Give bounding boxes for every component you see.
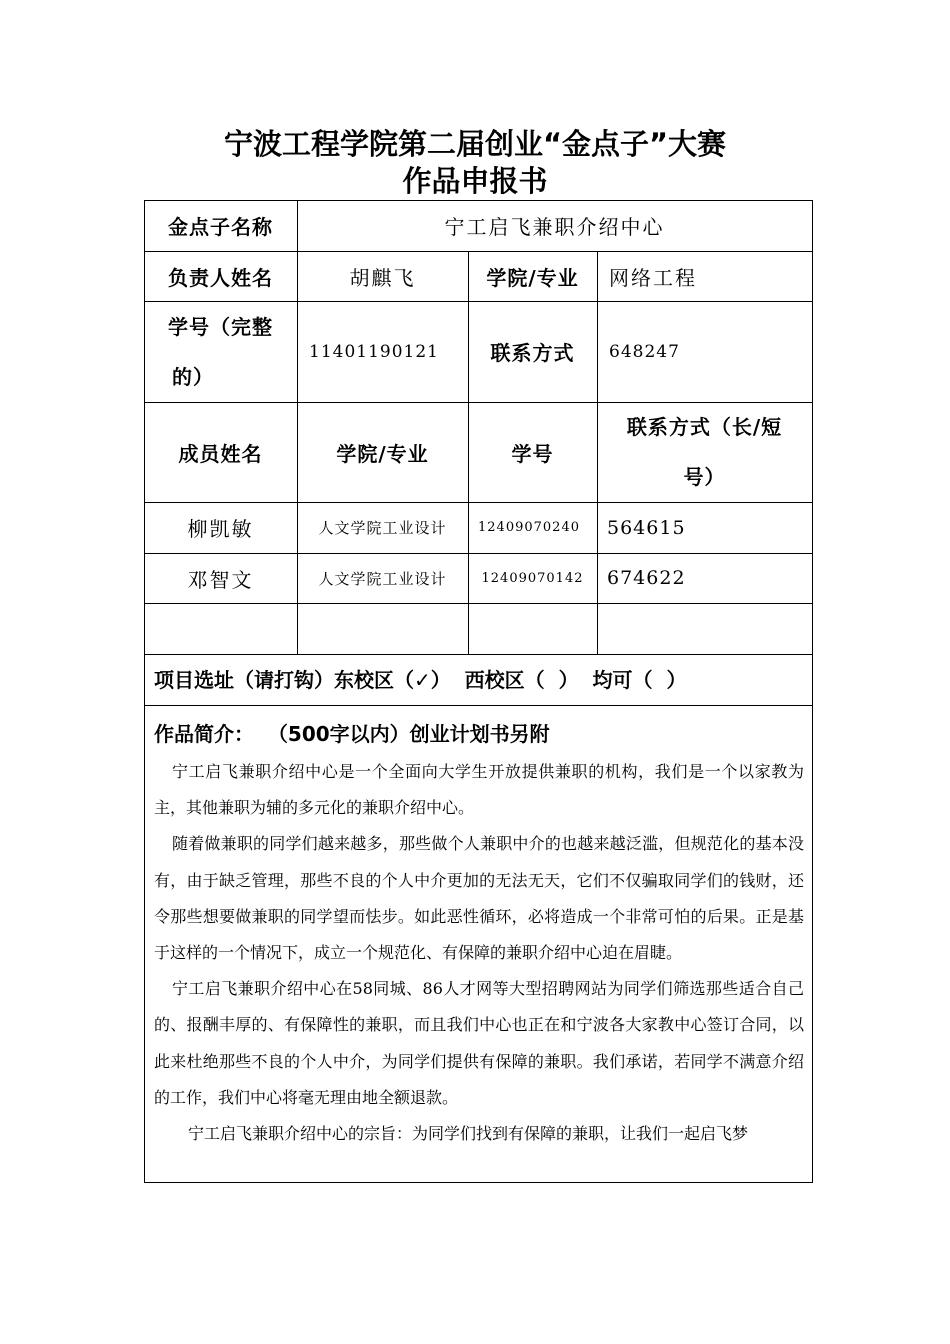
table-divider <box>144 654 813 655</box>
intro-paragraph: 宁工启飞兼职介绍中心是一个全面向大学生开放提供兼职的机构，我们是一个以家教为主，其他兼职为辅的多元化的兼职介绍中心。 <box>154 762 804 818</box>
intro-paragraph: 宁工启飞兼职介绍中心在58同城、86人才网等大型招聘网站为同学们筛选那些适合自己的、报酬丰厚的、有保障性的兼职，而且我们中心也正在和宁波各大家教中心签订合同，以此来杜绝那些不良的个人中介，为同学们提供有保障的兼职。我们承诺，若同学不满意介绍的工作，我们中心将毫无理由地全额退款。 <box>154 979 804 1107</box>
member-contact-header-line2: 号） <box>683 465 726 489</box>
intro-body <box>154 754 804 1152</box>
intro-paragraph: 宁工启飞兼职介绍中心的宗旨：为同学们找到有保障的兼职，让我们一起启飞梦 <box>188 1124 749 1144</box>
contact-value: 648247 <box>609 341 680 362</box>
leader-name-value: 胡麒飞 <box>349 265 416 290</box>
student-id-label-line1: 学号（完整 <box>168 314 273 339</box>
leader-name-label: 负责人姓名 <box>168 265 273 290</box>
table-border-bottom <box>144 1182 813 1183</box>
member-contact: 674622 <box>607 567 686 589</box>
table-divider <box>144 705 813 706</box>
project-name-value: 宁工启飞兼职介绍中心 <box>444 215 665 239</box>
student-id-value: 11401190121 <box>309 341 439 362</box>
member-contact: 564615 <box>607 516 686 539</box>
member-college: 人文学院工业设计 <box>318 519 447 537</box>
member-name: 柳凯敏 <box>187 517 254 541</box>
member-college <box>297 603 468 654</box>
member-name: 邓智文 <box>187 567 254 592</box>
member-id <box>468 603 597 654</box>
project-location-line: 项目选址（请打钩）东校区（✓） 西校区（ ） 均可（ ） <box>154 668 687 692</box>
member-contact <box>597 603 812 654</box>
leader-college-label: 学院/专业 <box>486 265 579 290</box>
member-contact-header-line1: 联系方式（长/短 <box>626 415 783 439</box>
student-id-label-line2: 的） <box>172 364 214 389</box>
member-name <box>144 603 297 654</box>
intro-paragraph: 随着做兼职的同学们越来越多，那些做个人兼职中介的也越来越泛滥，但规范化的基本没有，由于缺乏管理，那些不良的个人中介更加的无法无天，它们不仅骗取同学们的钱财，还令那些想要做兼职的同学望而怯步。如此恶性循环，必将造成一个非常可怕的后果。正是基于这样的一个情况下，成立一个规范化、有保障的兼职介绍中心迫在眉睫。 <box>154 834 804 963</box>
document-title: 宁波工程学院第二届创业“金点子”大赛 <box>223 127 727 161</box>
intro-heading: 作品简介： （500字以内）创业计划书另附 <box>154 722 550 746</box>
member-id-header: 学号 <box>511 441 554 466</box>
contact-label: 联系方式 <box>490 341 575 365</box>
member-college-header: 学院/专业 <box>336 441 429 466</box>
member-id: 12409070142 <box>481 570 584 586</box>
member-contact-header <box>597 402 812 502</box>
project-name-label: 金点子名称 <box>168 215 273 239</box>
member-college: 人文学院工业设计 <box>318 569 447 588</box>
student-id-label <box>144 301 297 402</box>
table-border-right <box>812 200 813 1183</box>
member-id: 12409070240 <box>478 520 580 535</box>
document-subtitle: 作品申报书 <box>402 164 548 198</box>
member-name-header: 成员姓名 <box>178 441 263 466</box>
leader-college-value: 网络工程 <box>609 265 697 290</box>
